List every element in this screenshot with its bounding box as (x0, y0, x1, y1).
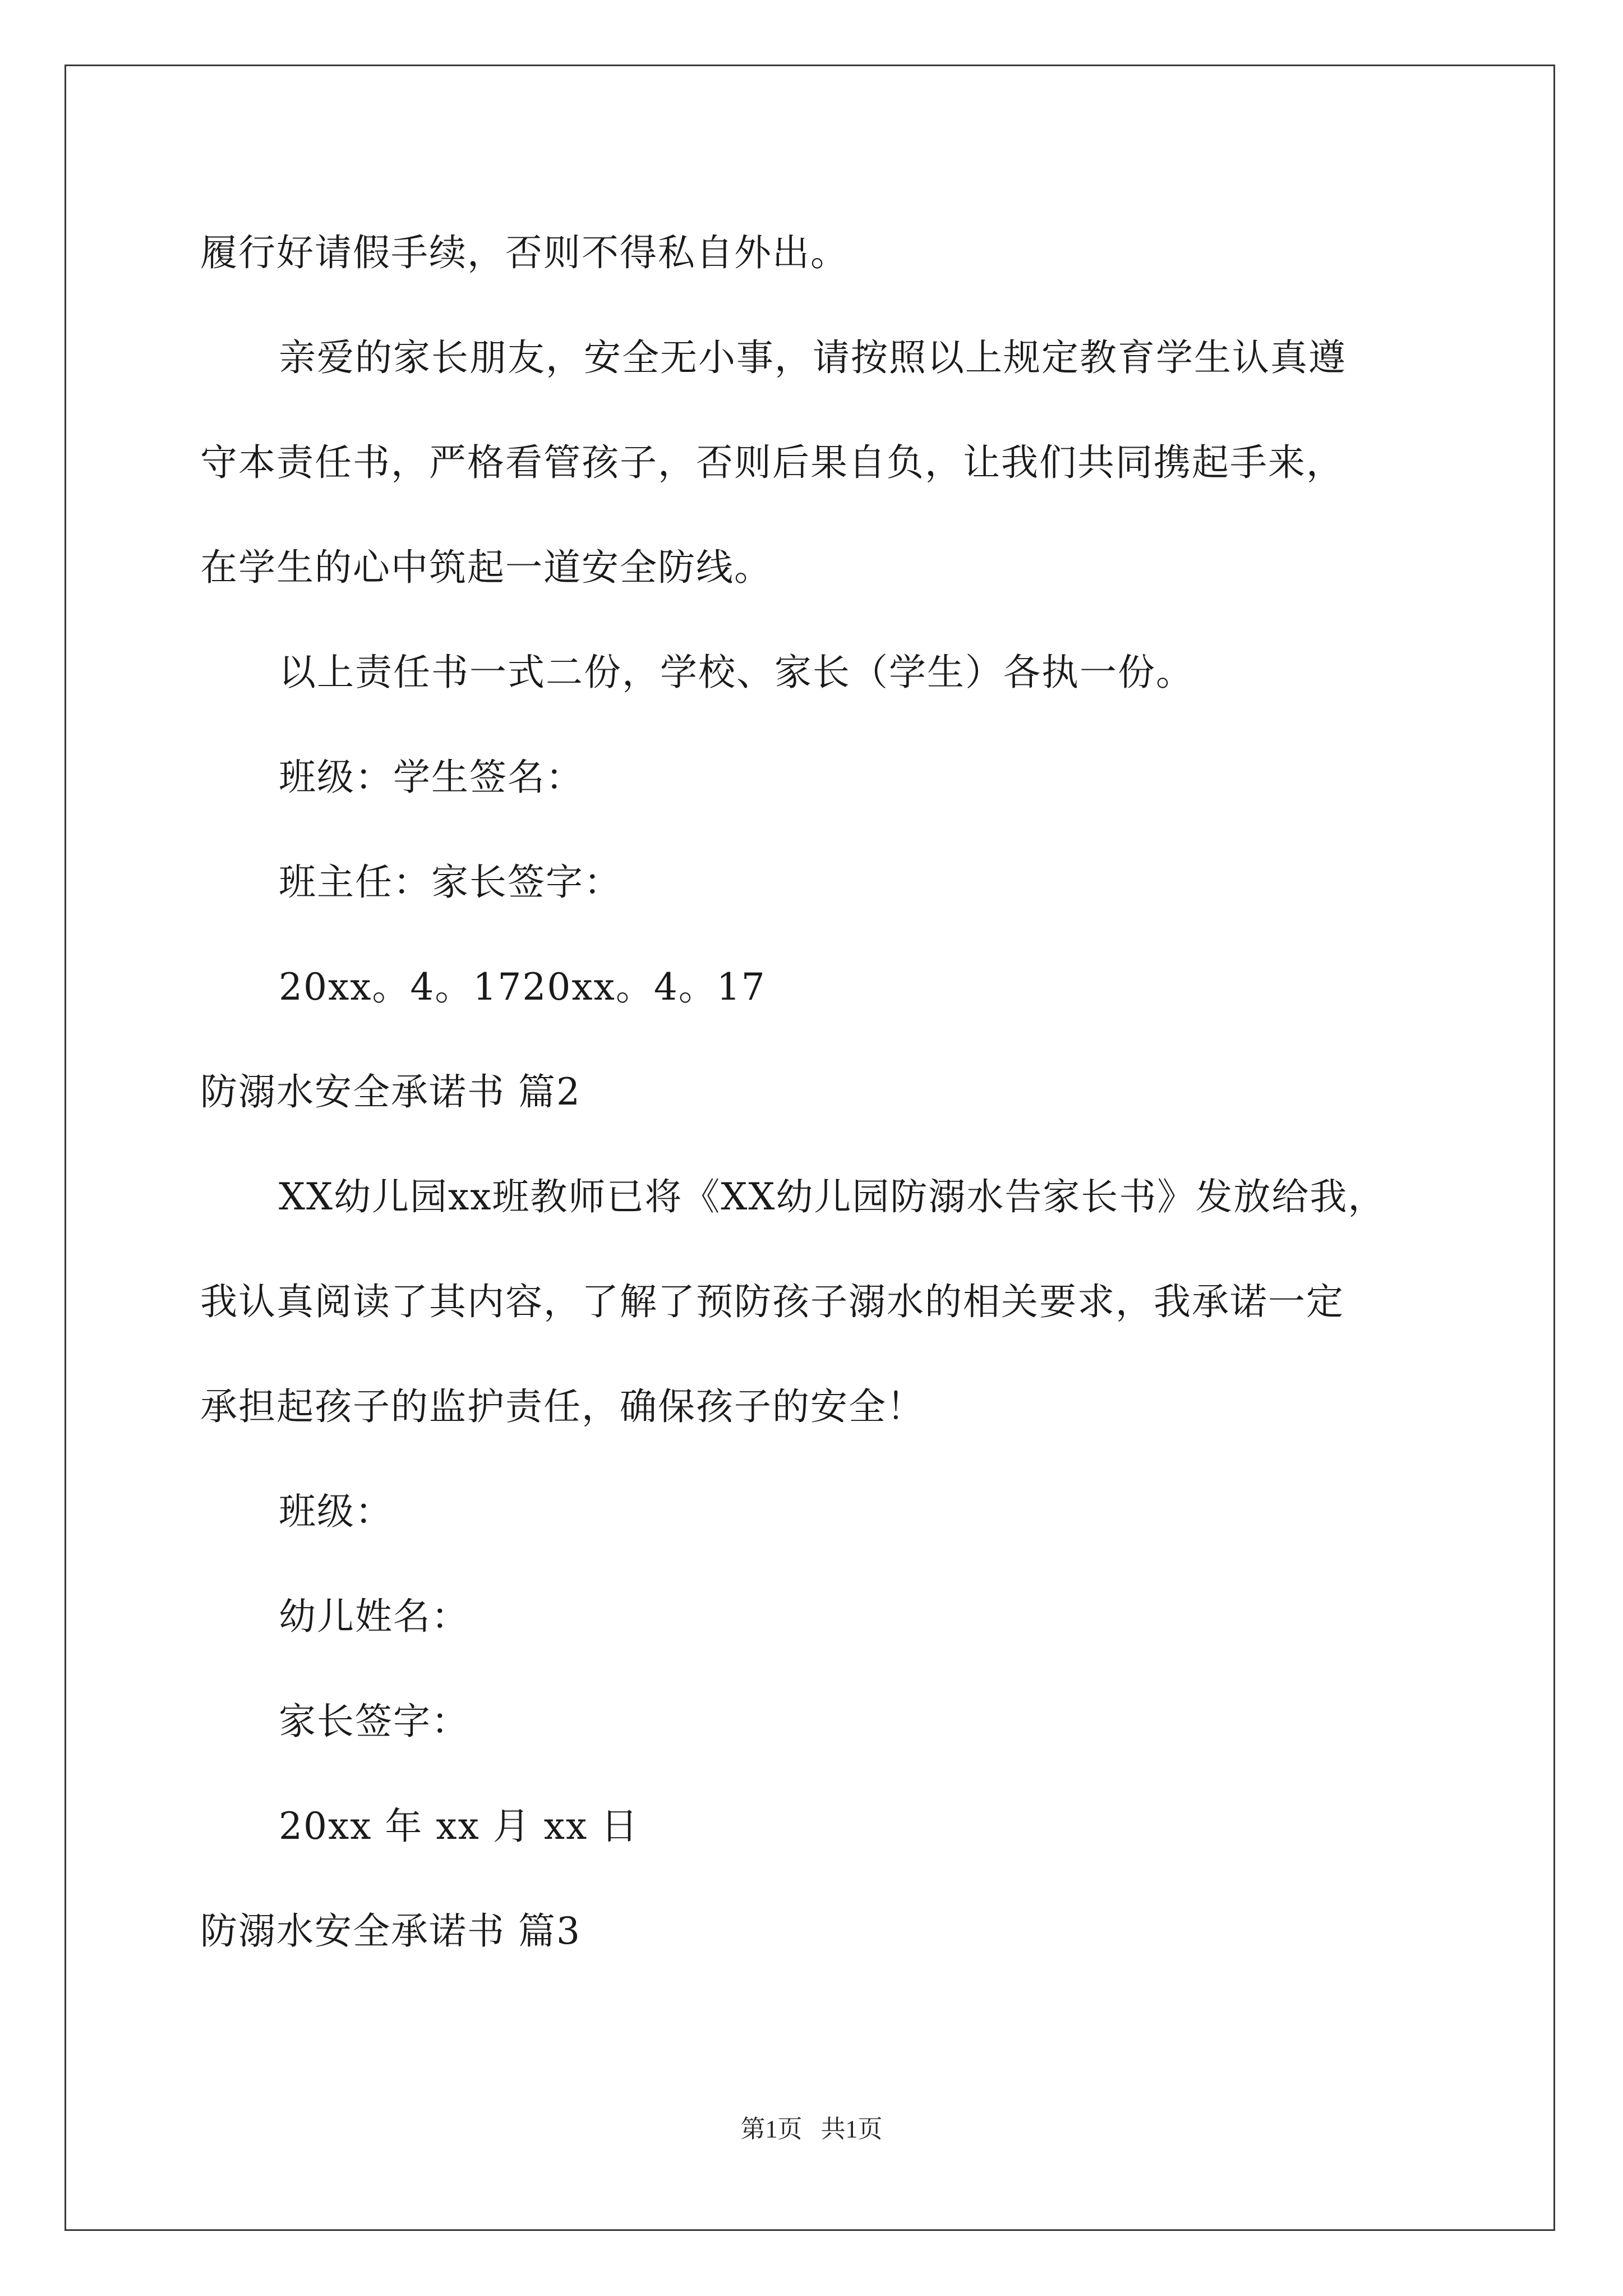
date-line: 20xx。4。1720xx。4。17 (279, 965, 766, 1009)
paragraph-line: 守本责任书，严格看管孩子，否则后果自负，让我们共同携起手来， (200, 441, 1344, 484)
date-line: 20xx 年 xx 月 xx 日 (279, 1805, 639, 1848)
paragraph-line: 履行好请假手续，否则不得私自外出。 (200, 231, 849, 274)
paragraph-line: 在学生的心中筑起一道安全防线。 (200, 546, 772, 589)
teacher-parent-signature-line: 班主任：家长签字： (279, 861, 622, 904)
class-field-label: 班级： (279, 1490, 393, 1533)
paragraph-line: 我认真阅读了其内容，了解了预防孩子溺水的相关要求，我承诺一定 (200, 1280, 1344, 1323)
class-student-signature-line: 班级：学生签名： (279, 756, 584, 799)
paragraph-line: 亲爱的家长朋友，安全无小事，请按照以上规定教育学生认真遵 (279, 336, 1347, 379)
paragraph-line: 承担起孩子的监护责任，确保孩子的安全！ (200, 1385, 925, 1428)
page-border (64, 65, 1555, 2231)
paragraph-line: XX幼儿园xx班教师已将《XX幼儿园防溺水告家长书》发放给我， (279, 1175, 1386, 1218)
parent-signature-field-label: 家长签字： (279, 1700, 469, 1743)
child-name-field-label: 幼儿姓名： (279, 1595, 469, 1638)
page-footer: 第1页 共1页 (740, 2115, 883, 2143)
section-heading: 防溺水安全承诺书 篇2 (200, 1070, 581, 1114)
section-heading: 防溺水安全承诺书 篇3 (200, 1910, 581, 1953)
paragraph-line: 以上责任书一式二份，学校、家长（学生）各执一份。 (279, 651, 1194, 694)
